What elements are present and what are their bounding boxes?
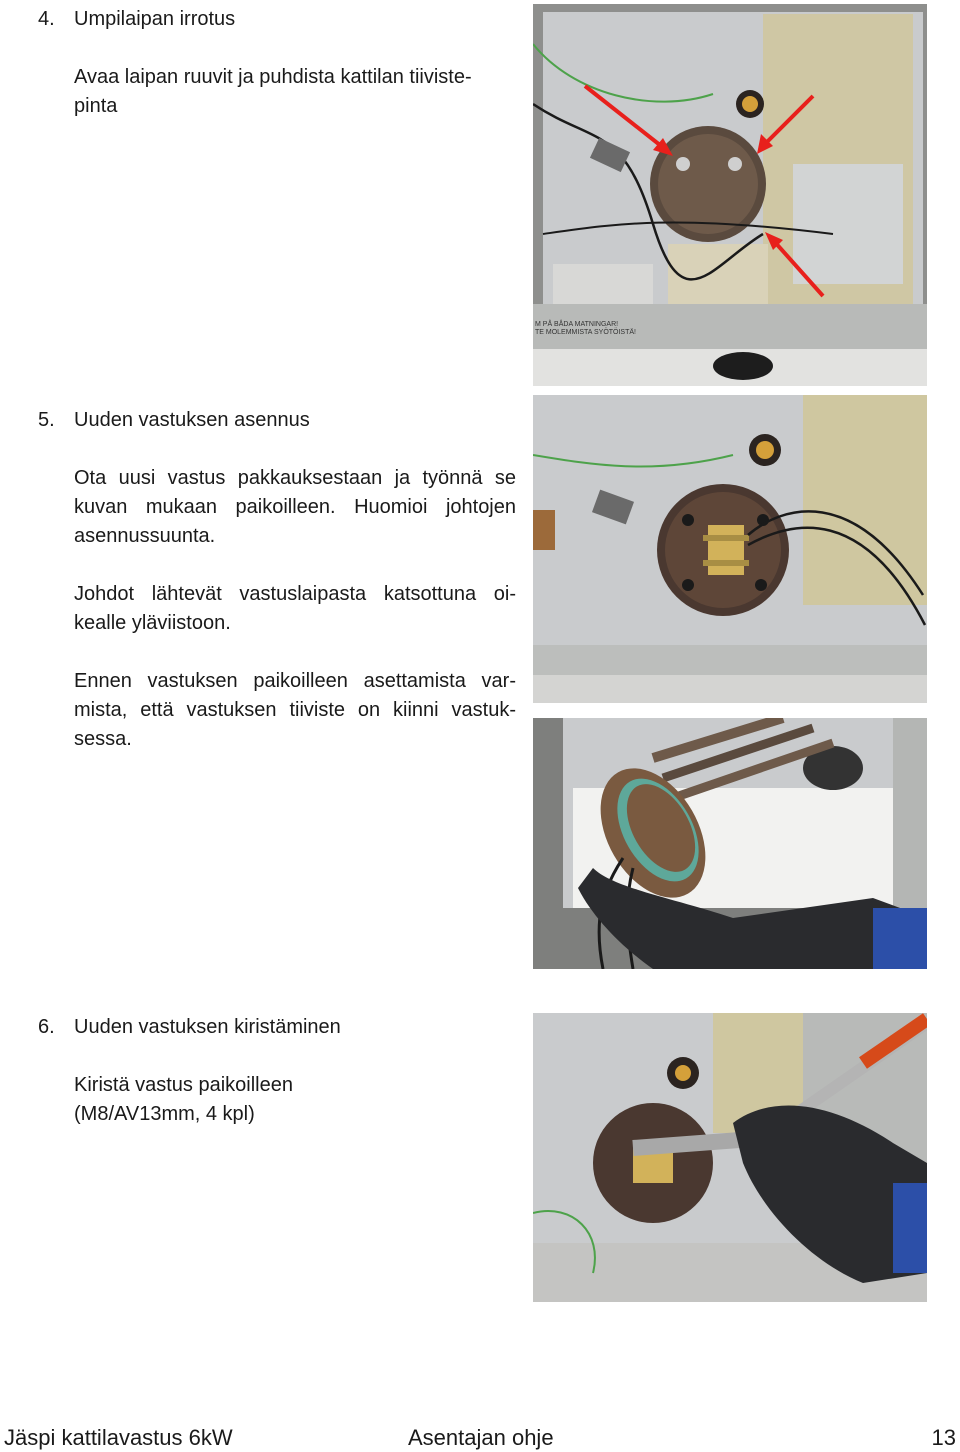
footer-document-title: Jäspi kattilavastus 6kW (4, 1425, 233, 1450)
step-5-paragraph-3: Ennen vastuksen paikoilleen asettamista var-mista, että vastuksen tiiviste on kiinni vastuk-sessa. (74, 670, 516, 750)
step-4-number: 4. (38, 8, 55, 30)
photo-flange-removal (533, 4, 927, 386)
sticker-text-line-2: TE MOLEMMISTA SYÖTÖISTÄ! (535, 329, 636, 336)
photo-tightening (533, 1013, 927, 1302)
photo-new-element-installed (533, 395, 927, 703)
step-6-number: 6. (38, 1016, 55, 1038)
photo-element-gasket (533, 718, 927, 969)
footer-page-number: 13 (931, 1425, 956, 1450)
step-6-title: Uuden vastuksen kiristäminen (74, 1016, 341, 1038)
sticker-text-line-1: M PÅ BÅDA MATNINGAR! (535, 321, 619, 328)
step-4-paragraph-1: Avaa laipan ruuvit ja puhdista kattilan tiiviste-pinta (74, 66, 472, 117)
step-5-paragraph-1: Ota uusi vastus pakkauksestaan ja työnnä se kuvan mukaan paikoilleen. Huomioi johtojen asennussuunta. (74, 467, 516, 547)
footer-document-type: Asentajan ohje (408, 1425, 554, 1450)
step-4-title: Umpilaipan irrotus (74, 8, 236, 30)
step-6-paragraph-1: Kiristä vastus paikoilleen (M8/AV13mm, 4 kpl) (74, 1074, 293, 1125)
step-5-number: 5. (38, 409, 55, 431)
step-5-paragraph-2: Johdot lähtevät vastuslaipasta katsottuna oi-kealle yläviistoon. (74, 583, 516, 634)
step-5-title: Uuden vastuksen asennus (74, 409, 310, 431)
